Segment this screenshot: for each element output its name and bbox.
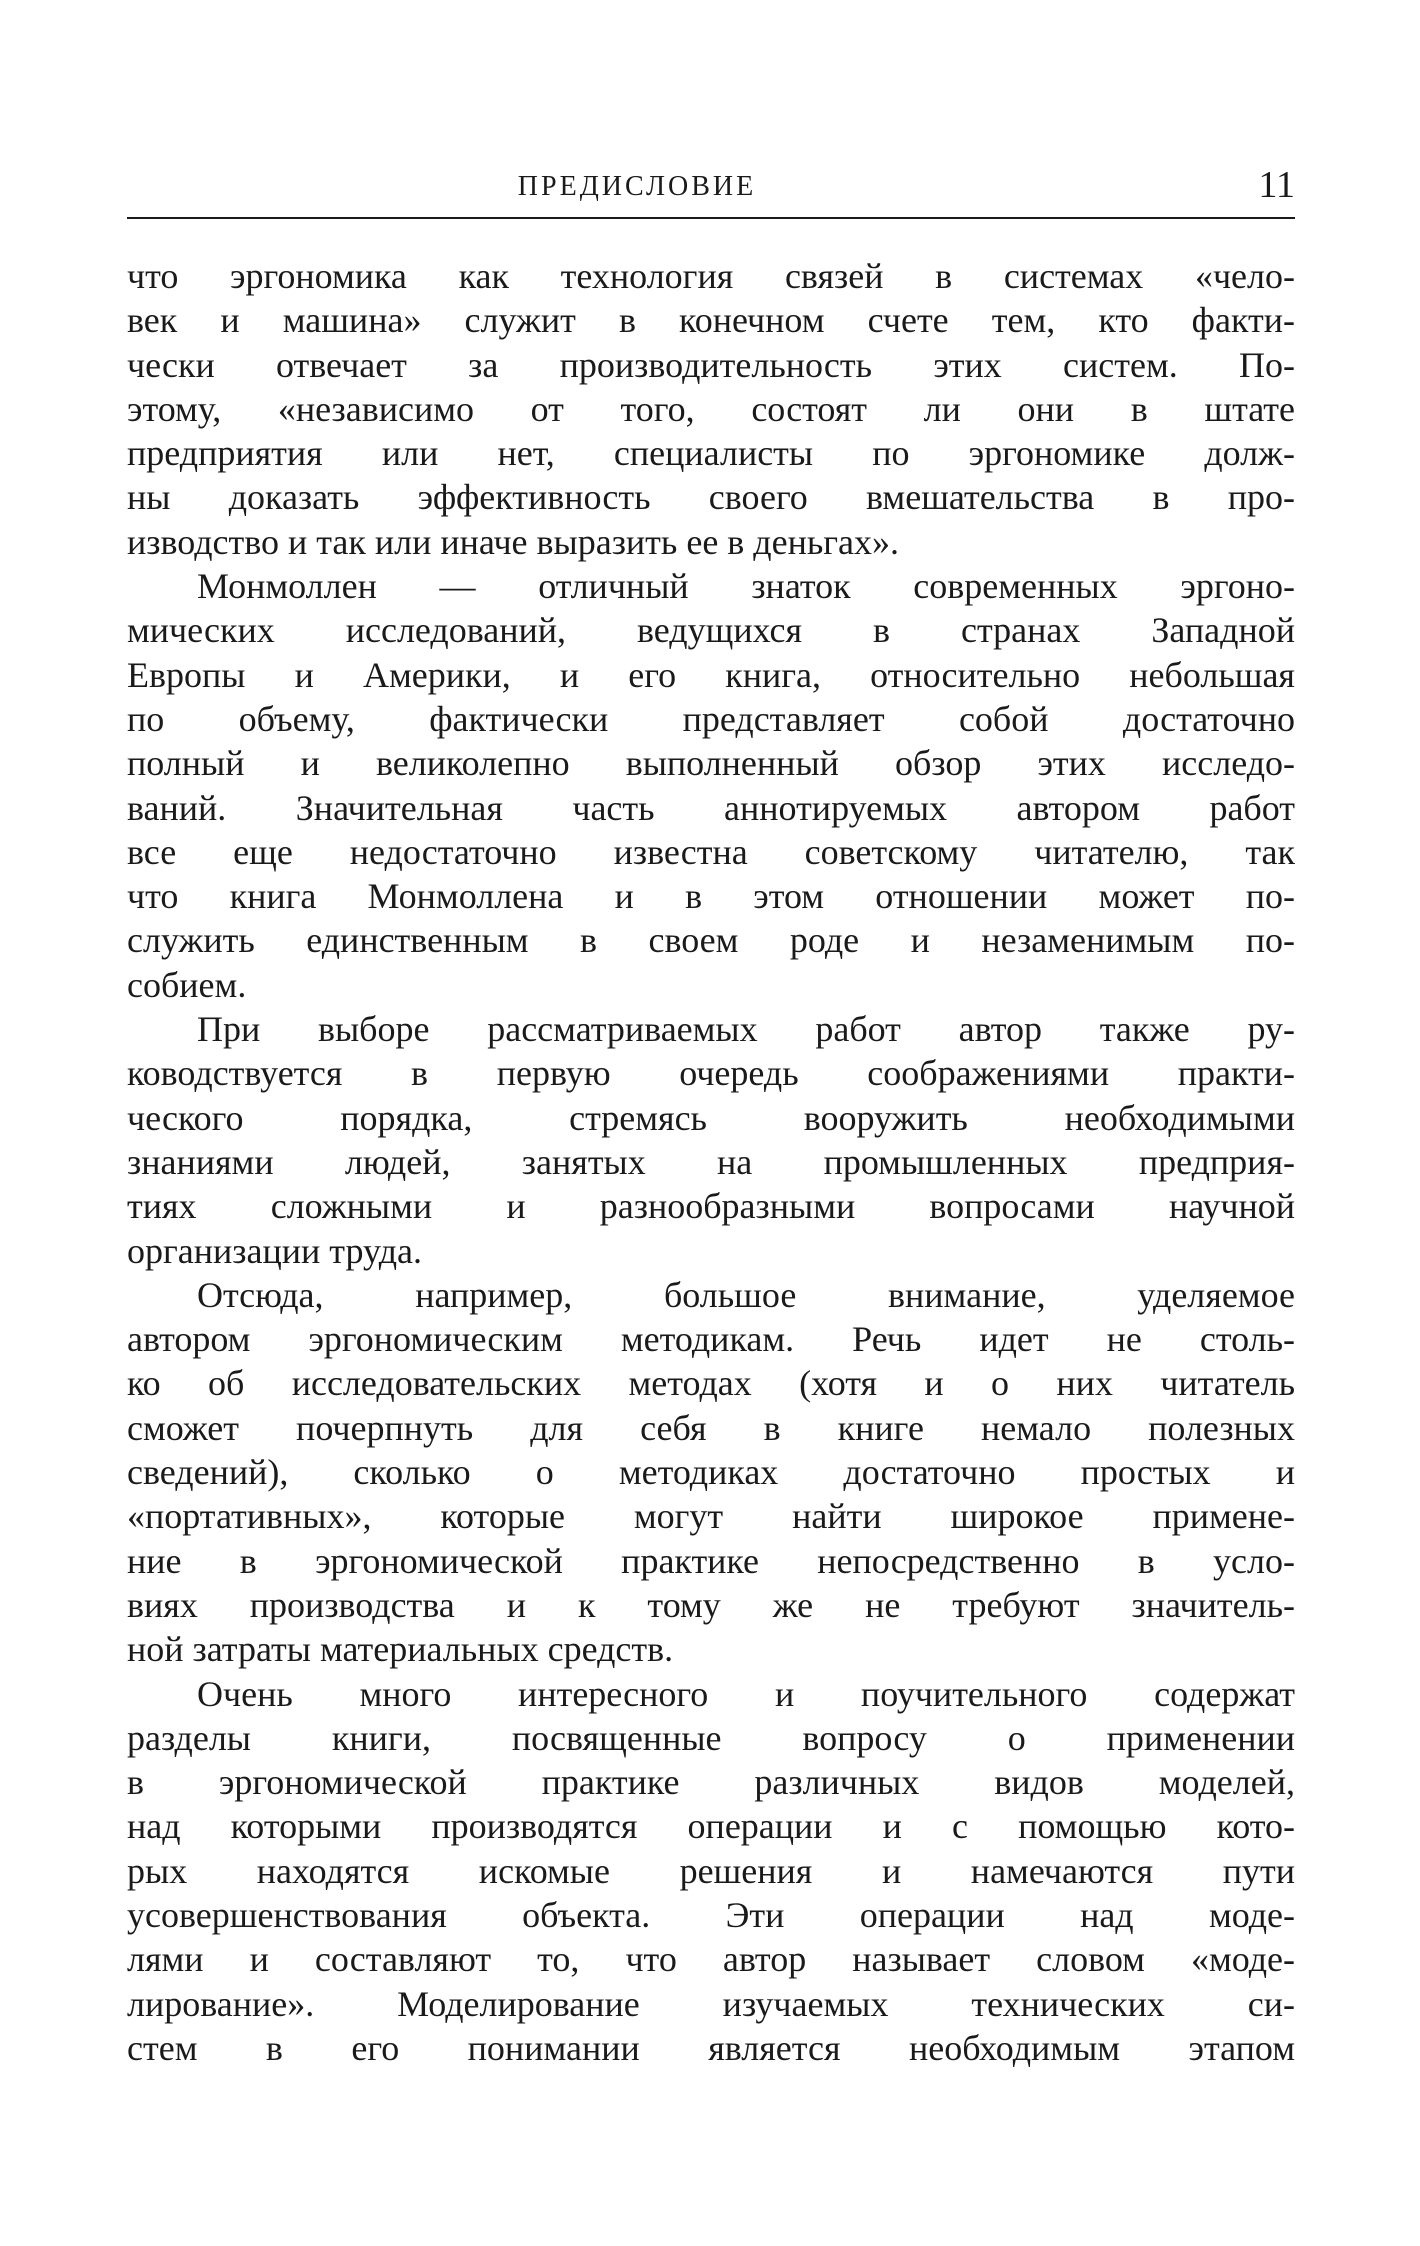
paragraph — [127, 564, 1295, 1007]
text-line: все еще недостаточно известна советскому читателю, так — [127, 831, 1295, 872]
text-line: лирование». Моделирование изучаемых технических си- — [127, 1983, 1295, 2024]
text-line: мических исследований, ведущихся в странах Западной — [127, 610, 1295, 651]
text-line: сможет почерпнуть для себя в книге немало полезных — [127, 1407, 1295, 1448]
text-line: усовершенствования объекта. Эти операции над моде- — [127, 1894, 1295, 1935]
body-text — [127, 254, 1295, 2070]
text-line: Отсюда, например, большое внимание, уделяемое — [197, 1274, 1295, 1315]
text-line: автором эргономическим методикам. Речь идет не столь- — [127, 1319, 1295, 1360]
text-line: сведений), сколько о методиках достаточно простых и — [127, 1452, 1295, 1493]
paragraph — [127, 1672, 1295, 2071]
text-line: в эргономической практике различных видов моделей, — [127, 1762, 1295, 1803]
text-line: При выборе рассматриваемых работ автор также ру- — [197, 1009, 1295, 1050]
running-head — [127, 163, 1295, 211]
text-line: ны доказать эффективность своего вмешательства в про- — [127, 477, 1295, 518]
text-line: ной затраты материальных средств. — [127, 1629, 674, 1670]
text-line: Очень много интересного и поучительного содержат — [197, 1673, 1295, 1714]
running-title: ПРЕДИСЛОВИЕ — [517, 171, 757, 202]
text-line: служить единственным в своем роде и незаменимым по- — [127, 920, 1295, 961]
text-line: что книга Монмоллена и в этом отношении может по- — [127, 876, 1295, 917]
text-line: виях производства и к тому же не требуют значитель- — [127, 1584, 1295, 1625]
text-line: изводство и так или иначе выразить ее в деньгах». — [127, 521, 900, 562]
text-line: предприятия или нет, специалисты по эргономике долж- — [127, 433, 1295, 474]
text-line: собием. — [127, 964, 247, 1005]
header-rule — [127, 217, 1295, 219]
text-line: знаниями людей, занятых на промышленных предприя- — [127, 1141, 1295, 1182]
text-line: организации труда. — [127, 1230, 422, 1271]
text-line: ческого порядка, стремясь вооружить необходимыми — [127, 1097, 1295, 1138]
text-line: этому, «независимо от того, состоят ли они в штате — [127, 388, 1295, 429]
text-line: Европы и Америки, и его книга, относительно небольшая — [127, 654, 1295, 695]
text-line: что эргономика как технология связей в системах «чело- — [127, 256, 1295, 296]
text-line: ко об исследовательских методах (хотя и о них читатель — [127, 1363, 1295, 1404]
text-line: над которыми производятся операции и с помощью кото- — [127, 1806, 1295, 1847]
text-line: тиях сложными и разнообразными вопросами научной — [127, 1186, 1295, 1227]
text-line: век и машина» служит в конечном счете тем, кто факти- — [127, 300, 1295, 341]
text-line: ваний. Значительная часть аннотируемых автором работ — [127, 787, 1295, 828]
text-line: рых находятся искомые решения и намечаются пути — [127, 1850, 1295, 1891]
text-line: ководствуется в первую очередь соображениями практи- — [127, 1053, 1295, 1094]
paragraph — [127, 1273, 1295, 1672]
text-line: чески отвечает за производительность этих систем. По- — [127, 344, 1295, 385]
paragraph — [127, 254, 1295, 564]
text-line: ние в эргономической практике непосредственно в усло- — [127, 1540, 1295, 1581]
text-line: «портативных», которые могут найти широкое примене- — [127, 1496, 1295, 1537]
text-line: стем в его понимании является необходимым этапом — [127, 2027, 1295, 2068]
paragraph — [127, 1007, 1295, 1273]
text-line: разделы книги, посвященные вопросу о применении — [127, 1717, 1295, 1758]
page-number: 11 — [1258, 164, 1295, 206]
text-line: Монмоллен — отличный знаток современных эргоно- — [197, 566, 1295, 607]
text-line: лями и составляют то, что автор называет словом «моде- — [127, 1939, 1295, 1980]
text-line: полный и великолепно выполненный обзор этих исследо- — [127, 743, 1295, 784]
book-page — [127, 0, 1295, 2246]
text-line: по объему, фактически представляет собой достаточно — [127, 698, 1295, 739]
